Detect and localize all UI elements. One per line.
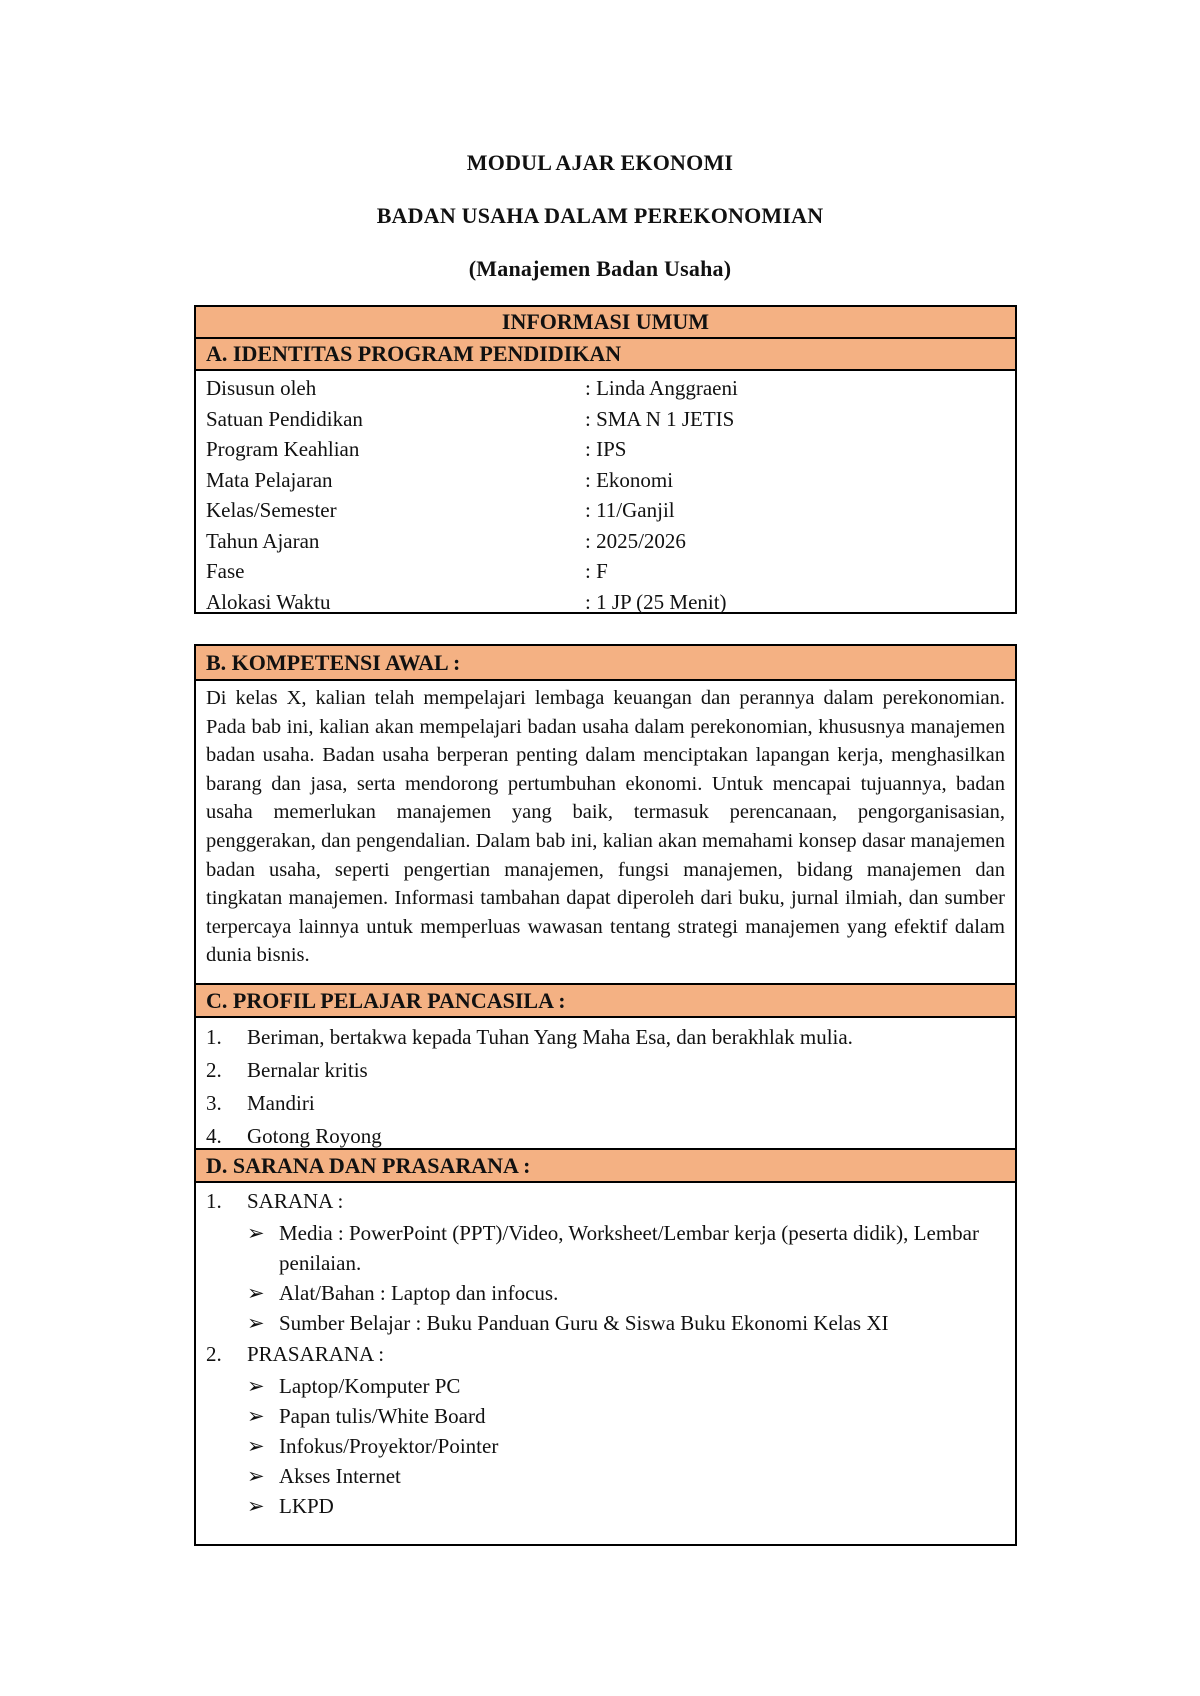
identity-row bbox=[196, 526, 1015, 557]
document-title: MODUL AJAR EKONOMI bbox=[466, 150, 734, 175]
list-number: 4. bbox=[206, 1124, 222, 1148]
list-number: 2. bbox=[206, 1058, 222, 1082]
list-number: 1. bbox=[206, 1189, 222, 1213]
sarana-prasarana-list bbox=[196, 1183, 1015, 1521]
sub-item bbox=[196, 1491, 1015, 1521]
sub-item-text: Infokus/Proyektor/Pointer bbox=[279, 1434, 499, 1458]
identity-label: Fase bbox=[206, 559, 245, 583]
list-number: 3. bbox=[206, 1091, 222, 1115]
identity-row bbox=[196, 404, 1015, 435]
sub-item bbox=[196, 1278, 1015, 1308]
sub-item bbox=[196, 1308, 1015, 1338]
sub-item bbox=[196, 1461, 1015, 1491]
list-text: Bernalar kritis bbox=[247, 1058, 368, 1082]
section-a-header: A. IDENTITAS PROGRAM PENDIDIKAN bbox=[196, 339, 1015, 371]
sub-item bbox=[196, 1218, 1015, 1278]
arrow-bullet-icon: ➢ bbox=[247, 1311, 265, 1335]
identity-label: Mata Pelajaran bbox=[206, 467, 333, 492]
sections-table bbox=[194, 644, 1017, 1546]
document-subtitle: BADAN USAHA DALAM PEREKONOMIAN bbox=[376, 203, 824, 228]
identity-row bbox=[196, 587, 1015, 618]
list-text: SARANA : bbox=[247, 1189, 344, 1213]
identity-label: Tahun Ajaran bbox=[206, 528, 320, 553]
sub-item-text: Akses Internet bbox=[279, 1464, 401, 1488]
sub-item-text: Sumber Belajar : Buku Panduan Guru & Siswa Buku Ekonomi Kelas XI bbox=[279, 1311, 889, 1335]
identity-value: : F bbox=[585, 559, 608, 583]
sub-item bbox=[196, 1371, 1015, 1401]
identity-label: Program Keahlian bbox=[206, 437, 360, 461]
arrow-bullet-icon: ➢ bbox=[247, 1464, 265, 1488]
arrow-bullet-icon: ➢ bbox=[247, 1404, 265, 1428]
arrow-bullet-icon: ➢ bbox=[247, 1434, 265, 1458]
identity-value: : Ekonomi bbox=[585, 467, 674, 492]
identity-value: : SMA N 1 JETIS bbox=[585, 406, 735, 431]
identity-label: Satuan Pendidikan bbox=[206, 406, 363, 431]
list-number: 2. bbox=[206, 1342, 222, 1366]
list-item bbox=[196, 1185, 1015, 1218]
arrow-bullet-icon: ➢ bbox=[247, 1281, 265, 1305]
profil-pelajar-list bbox=[196, 1018, 1015, 1148]
identity-row bbox=[196, 556, 1015, 587]
identity-row bbox=[196, 434, 1015, 465]
identity-list bbox=[196, 371, 1015, 617]
identity-value: : 2025/2026 bbox=[585, 528, 686, 553]
sub-item bbox=[196, 1401, 1015, 1431]
list-text: Mandiri bbox=[247, 1091, 315, 1115]
identity-label: Disusun oleh bbox=[206, 376, 317, 400]
sub-item-text: Papan tulis/White Board bbox=[279, 1404, 486, 1428]
identity-label: Kelas/Semester bbox=[206, 498, 337, 522]
sub-item-text: Alat/Bahan : Laptop dan infocus. bbox=[279, 1281, 559, 1305]
list-text: Beriman, bertakwa kepada Tuhan Yang Maha Esa, dan berakhlak mulia. bbox=[247, 1025, 853, 1049]
section-d-header: D. SARANA DAN PRASARANA : bbox=[196, 1148, 1015, 1183]
list-number: 1. bbox=[206, 1025, 222, 1049]
arrow-bullet-icon: ➢ bbox=[247, 1221, 265, 1245]
identity-row bbox=[196, 373, 1015, 404]
sub-item-text: Laptop/Komputer PC bbox=[279, 1374, 461, 1398]
sub-item-text: Media : PowerPoint (PPT)/Video, Worksheet/Lembar kerja (peserta didik), Lembar penilaian. bbox=[279, 1221, 979, 1275]
list-item bbox=[196, 1054, 1015, 1087]
sub-item-text: LKPD bbox=[279, 1494, 334, 1518]
identity-value: : Linda Anggraeni bbox=[585, 376, 738, 400]
section-b-header: B. KOMPETENSI AWAL : bbox=[196, 646, 1015, 681]
kompetensi-awal-paragraph: Di kelas X, kalian telah mempelajari lembaga keuangan dan perannya dalam perekonomian. Pada bab ini, kalian akan mempelajari badan usaha dalam perekonomian, khususnya manajemen badan usaha. Badan usaha berperan penting dalam menciptakan lapangan kerja, menghasilkan barang dan jasa, serta mendorong pertumbuhan ekonomi. Untuk mencapai tujuannya, badan usaha memerlukan manajemen yang baik, termasuk perencanaan, pengorganisasian, penggerakan, dan pengendalian. Dalam bab ini, kalian akan memahami konsep dasar manajemen badan usaha, seperti pengertian manajemen, fungsi manajemen, bidang manajemen dan tingkatan manajemen. Informasi tambahan dapat diperoleh dari buku, jurnal ilmiah, dan sumber terpercaya lainnya untuk memperluas wawasan tentang strategi manajemen yang efektif dalam dunia bisnis. bbox=[206, 687, 1005, 967]
section-c-header: C. PROFIL PELAJAR PANCASILA : bbox=[196, 983, 1015, 1018]
identity-value: : 1 JP (25 Menit) bbox=[585, 589, 727, 614]
list-item bbox=[196, 1087, 1015, 1120]
identity-value: : 11/Ganjil bbox=[585, 498, 675, 522]
info-umum-header: INFORMASI UMUM bbox=[196, 307, 1015, 339]
identity-row bbox=[196, 495, 1015, 526]
identity-row bbox=[196, 465, 1015, 496]
identity-label: Alokasi Waktu bbox=[206, 589, 331, 614]
document-topic: (Manajemen Badan Usaha) bbox=[468, 256, 732, 281]
identity-value: : IPS bbox=[585, 437, 627, 461]
arrow-bullet-icon: ➢ bbox=[247, 1494, 265, 1518]
info-umum-table bbox=[194, 305, 1017, 614]
sub-item bbox=[196, 1431, 1015, 1461]
list-text: PRASARANA : bbox=[247, 1342, 385, 1366]
list-item bbox=[196, 1021, 1015, 1054]
arrow-bullet-icon: ➢ bbox=[247, 1374, 265, 1398]
list-text: Gotong Royong bbox=[247, 1124, 382, 1148]
list-item bbox=[196, 1338, 1015, 1371]
